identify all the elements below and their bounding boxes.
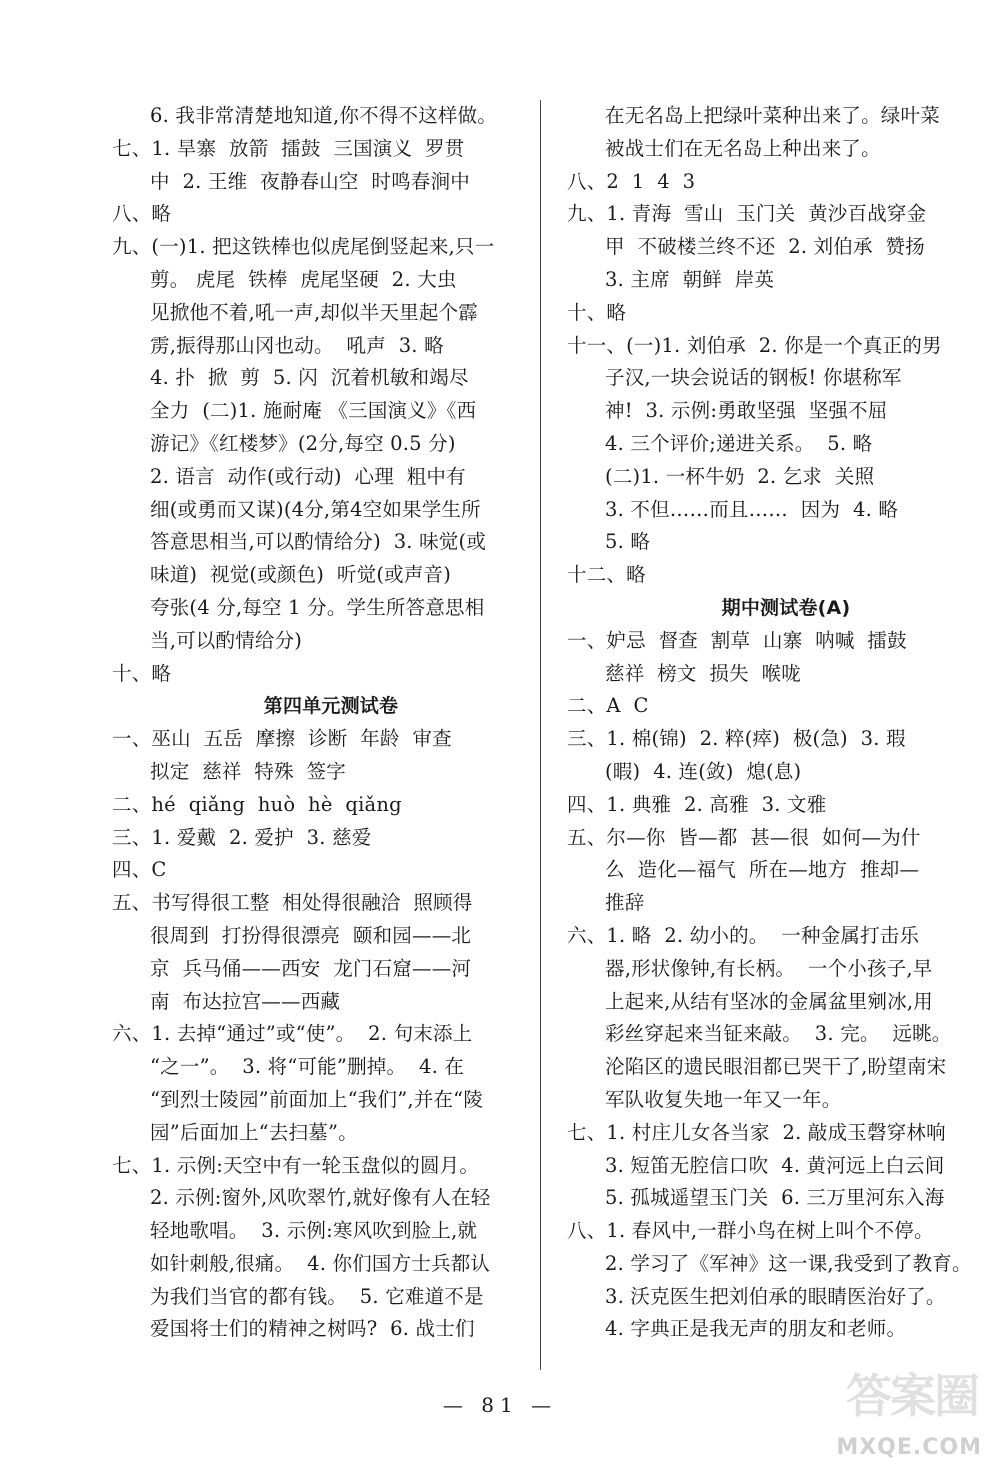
text-line: 很周到 打扮得很漂亮 颐和园——北 (150, 923, 472, 947)
text-line: 八、1. 春风中,一群小鸟在树上叫个不停。 (567, 1219, 934, 1243)
text-line: 剪。 虎尾 铁棒 虎尾坚硬 2. 大虫 (150, 267, 457, 291)
text-line: 子汉,一块会说话的钢板! 你堪称军 (605, 366, 902, 390)
text-line: 见掀他不着,吼一声,却似半天里起个霹 (150, 300, 478, 324)
text-line: 4. 扑 掀 剪 5. 闪 沉着机敏和竭尽 (150, 366, 469, 390)
text-line: 被战士们在无名岛上种出来了。 (605, 136, 881, 160)
text-line: 上起来,从结有坚冰的金属盆里剜冰,用 (605, 989, 933, 1013)
text-line: 六、1. 去掉“通过”或“使”。 2. 句末添上 (112, 1022, 473, 1046)
text-line: 园”后面加上“去扫墓”。 (150, 1120, 358, 1144)
text-line: 三、1. 棉(锦) 2. 粹(瘁) 极(急) 3. 瑕 (567, 727, 906, 751)
text-line: 慈祥 榜文 损失 喉咙 (605, 661, 801, 685)
text-line: (二)1. 一杯牛奶 2. 乞求 关照 (605, 464, 875, 488)
text-line: 6. 我非常清楚地知道,你不得不这样做。 (150, 104, 498, 127)
text-line: 南 布达拉宫——西藏 (150, 989, 341, 1013)
text-line: (暇) 4. 连(敛) 熄(息) (605, 759, 802, 783)
text-line: 六、1. 略 2. 幼小的。 一种金属打击乐 (567, 923, 920, 947)
text-line: 拟定 慈祥 特殊 签字 (150, 759, 346, 783)
watermark-logo: 答案圈 (846, 1369, 978, 1423)
text-line: 3. 沃克医生把刘伯承的眼睛医治好了。 (605, 1284, 946, 1308)
text-line: 2. 学习了《军神》这一课,我受到了教育。 (605, 1251, 972, 1275)
text-line: 九、(一)1. 把这铁棒也似虎尾倒竖起来,只一 (112, 235, 495, 259)
text-line: 甲 不破楼兰终不还 2. 刘伯承 赞扬 (605, 235, 925, 259)
text-line: 十二、略 (567, 563, 646, 587)
text-line: 4. 字典正是我无声的朋友和老师。 (605, 1317, 907, 1341)
left-column (112, 100, 550, 1346)
text-line: 七、1. 村庄儿女各当家 2. 敲成玉磬穿林响 (567, 1120, 946, 1144)
text-line: 2. 语言 动作(或行动) 心理 粗中有 (150, 464, 466, 488)
text-line: 二、hé qiǎng huò hè qiǎng (112, 792, 402, 816)
text-line: 八、略 (112, 202, 172, 226)
page-number: — 81 — (442, 1393, 558, 1417)
text-line: 军队收复失地一年又一年。 (605, 1087, 842, 1111)
text-line: 夸张(4 分,每空 1 分。学生所答意思相 (150, 595, 485, 619)
text-line: 雳,振得那山冈也动。 吼声 3. 略 (150, 333, 444, 357)
text-line: 八、2 1 4 3 (567, 169, 696, 193)
text-line: 九、1. 青海 雪山 玉门关 黄沙百战穿金 (567, 202, 927, 226)
text-line: 5. 略 (605, 530, 651, 554)
text-line: 答意思相当,可以酌情给分) 3. 味觉(或 (150, 530, 487, 554)
text-line: 2. 示例:窗外,风吹翠竹,就好像有人在轻 (150, 1186, 491, 1210)
text-line: 十、略 (112, 661, 172, 685)
text-line: 四、C (112, 858, 167, 882)
text-line: 如针刺般,很痛。 4. 你们国方士兵都认 (150, 1251, 491, 1275)
text-line: 为我们当官的都有钱。 5. 它难道不是 (150, 1284, 484, 1308)
text-line: 器,形状像钟,有长柄。 一个小孩子,早 (605, 956, 933, 980)
section-heading: 期中测试卷(A) (721, 596, 851, 619)
text-line: 十、略 (567, 300, 627, 324)
text-line: 三、1. 爱戴 2. 爱护 3. 慈爱 (112, 825, 372, 849)
text-line: 3. 短笛无腔信口吹 4. 黄河远上白云间 (605, 1153, 945, 1177)
watermark-site: MXQE.COM (836, 1435, 982, 1460)
text-line: 轻地歌唱。 3. 示例:寒风吹到脸上,就 (150, 1219, 478, 1243)
text-line: 七、1. 旱寨 放箭 擂鼓 三国演义 罗贯 (112, 136, 465, 160)
text-line: 四、1. 典雅 2. 高雅 3. 文雅 (567, 792, 827, 816)
text-line: 五、书写得很工整 相处得很融洽 照顾得 (112, 891, 473, 915)
text-line: 一、妒忌 督查 割草 山寨 呐喊 擂鼓 (567, 628, 907, 652)
text-line: 游记》《红楼梦》(2分,每空 0.5 分) (150, 431, 456, 455)
text-line: 二、A C (567, 694, 649, 718)
text-line: 4. 三个评价;递进关系。 5. 略 (605, 431, 873, 455)
text-line: 3. 不但……而且…… 因为 4. 略 (605, 497, 899, 521)
text-line: 爱国将士们的精神之树吗? 6. 战士们 (150, 1317, 475, 1341)
text-line: 沦陷区的遗民眼泪都已哭干了,盼望南宋 (605, 1055, 947, 1079)
text-line: 京 兵马俑——西安 龙门石窟——河 (150, 956, 472, 980)
text-line: 全力 (二)1. 施耐庵 《三国演义》《西 (150, 399, 477, 423)
text-line: “之一”。 3. 将“可能”删掉。 4. 在 (150, 1055, 465, 1079)
text-line: “到烈士陵园”前面加上“我们”,并在“陵 (150, 1087, 484, 1111)
text-line: 中 2. 王维 夜静春山空 时鸣春涧中 (150, 169, 470, 193)
text-line: 七、1. 示例:天空中有一轮玉盘似的圆月。 (112, 1153, 480, 1177)
text-line: 推辞 (605, 891, 645, 915)
text-line: 五、尔—你 皆—都 甚—很 如何—为什 (567, 825, 921, 849)
text-line: 彩丝穿起来当钲来敲。 3. 完。 远眺。 (605, 1022, 952, 1046)
right-column (567, 100, 1000, 1346)
text-line: 神! 3. 示例:勇敢坚强 坚强不屈 (605, 399, 888, 423)
text-line: 5. 孤城遥望玉门关 6. 三万里河东入海 (605, 1186, 945, 1210)
text-line: 当,可以酌情给分) (150, 628, 303, 652)
text-line: 么 造化—福气 所在—地方 推却— (605, 858, 920, 882)
text-line: 十一、(一)1. 刘伯承 2. 你是一个真正的男 (567, 333, 942, 357)
text-line: 在无名岛上把绿叶菜种出来了。绿叶菜 (605, 104, 940, 127)
text-line: 细(或勇而又谋)(4分,第4空如果学生所 (150, 497, 481, 521)
text-line: 一、巫山 五岳 摩擦 诊断 年龄 审查 (112, 727, 452, 751)
section-heading: 第四单元测试卷 (263, 695, 399, 718)
text-line: 味道) 视觉(或颜色) 听觉(或声音) (150, 563, 452, 587)
watermark (822, 1360, 982, 1460)
text-line: 3. 主席 朝鲜 岸英 (605, 267, 775, 291)
